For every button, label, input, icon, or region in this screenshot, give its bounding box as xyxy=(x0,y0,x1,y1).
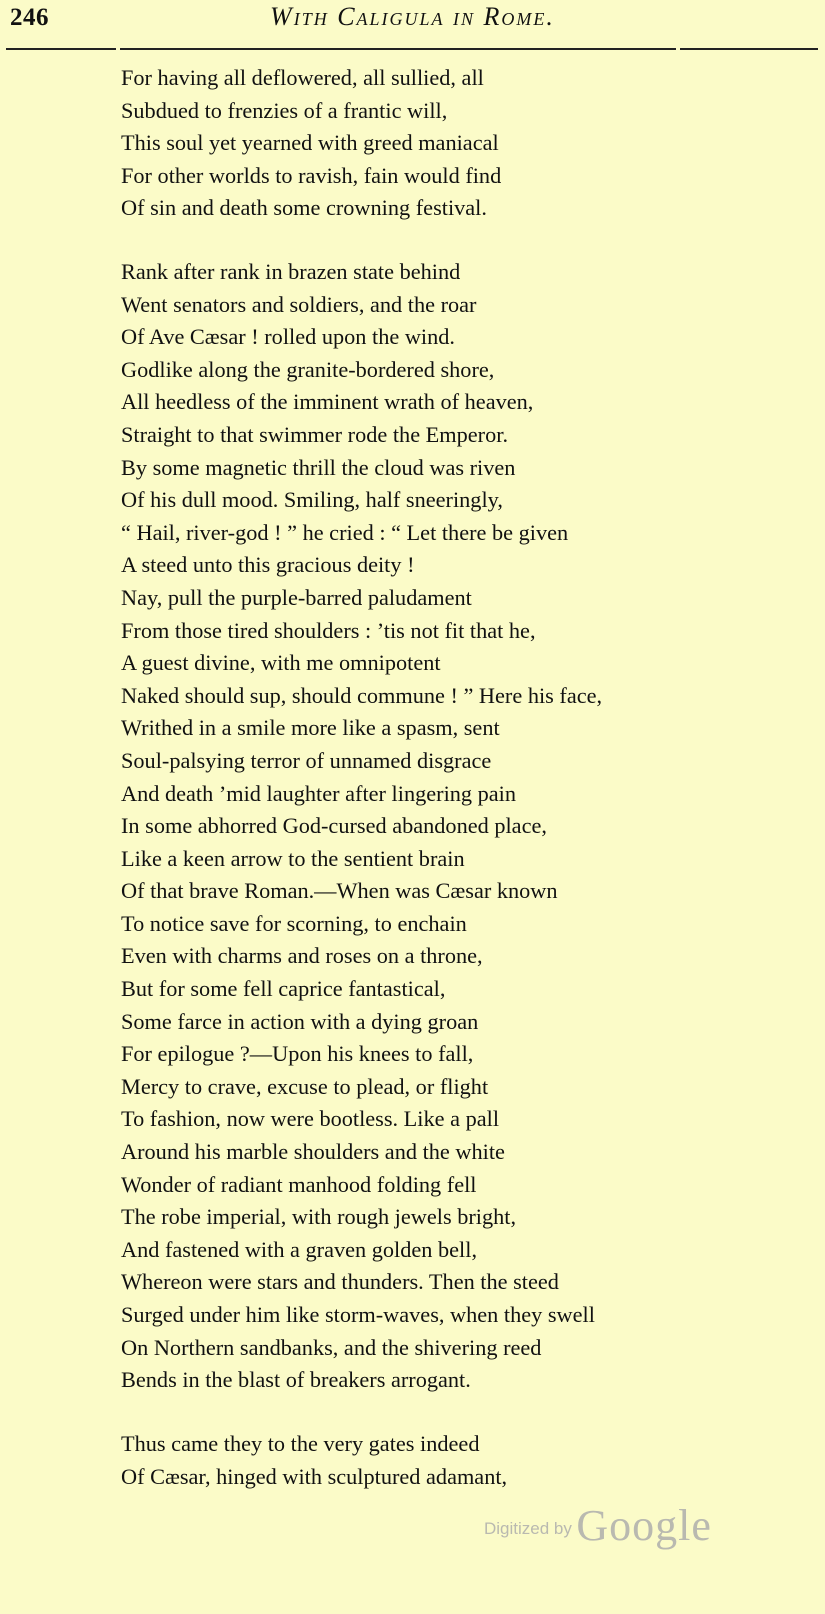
watermark-brand: Google xyxy=(576,1501,712,1550)
poem-line: Subdued to frenzies of a frantic will, xyxy=(121,97,448,123)
poem-line: But for some fell caprice fantastical, xyxy=(121,976,446,1002)
poem-line: Wonder of radiant manhood folding fell xyxy=(121,1171,477,1197)
poem-line: And fastened with a graven golden bell, xyxy=(121,1236,478,1262)
stanza-1 xyxy=(121,62,821,225)
poem-line: Straight to that swimmer rode the Emperor. xyxy=(121,421,509,447)
page-number: 246 xyxy=(10,4,49,31)
poem-line: Nay, pull the purple-barred paludament xyxy=(121,584,472,610)
poem-line: Of Ave Cæsar ! rolled upon the wind. xyxy=(121,324,455,350)
poem-line: Rank after rank in brazen state behind xyxy=(121,259,461,284)
poem-line: From those tired shoulders : ’tis not fit that he, xyxy=(121,617,536,643)
poem-line: Like a keen arrow to the sentient brain xyxy=(121,845,465,871)
poem-line: To fashion, now were bootless. Like a pall xyxy=(121,1106,500,1132)
header-rule-middle xyxy=(120,48,676,50)
header-rule-right xyxy=(680,48,818,50)
poem-line: Naked should sup, should commune ! ” Here his face, xyxy=(121,682,603,708)
poem-line: Of that brave Roman.—When was Cæsar known xyxy=(121,878,558,904)
poem-line: Of Cæsar, hinged with sculptured adamant, xyxy=(121,1463,508,1489)
poem-line: Mercy to crave, excuse to plead, or flight xyxy=(121,1073,489,1099)
poem-line: To notice save for scorning, to enchain xyxy=(121,910,467,936)
poem-line: Of sin and death some crowning festival. xyxy=(121,195,487,221)
poem-line: The robe imperial, with rough jewels bright, xyxy=(121,1204,517,1230)
poem-line: All heedless of the imminent wrath of heaven, xyxy=(121,389,534,415)
poem-line: Around his marble shoulders and the white xyxy=(121,1139,505,1165)
poem-line: Went senators and soldiers, and the roar xyxy=(121,291,477,317)
poem-line: Even with charms and roses on a throne, xyxy=(121,943,483,969)
poem-line: A steed unto this gracious deity ! xyxy=(121,552,415,578)
running-title: With Caligula in Rome. xyxy=(270,2,555,31)
poem-line: On Northern sandbanks, and the shivering reed xyxy=(121,1334,542,1360)
poem-line: A guest divine, with me omnipotent xyxy=(121,650,441,676)
watermark-prefix: Digitized by xyxy=(484,1519,572,1538)
poem-line: Of his dull mood. Smiling, half sneeringly, xyxy=(121,487,503,513)
poem-line: For other worlds to ravish, fain would find xyxy=(121,162,502,188)
stanza-2 xyxy=(121,256,821,1397)
poem-line: “ Hail, river-god ! ” he cried : “ Let there be given xyxy=(121,519,569,545)
digitized-watermark xyxy=(484,1500,712,1551)
poem-line: Writhed in a smile more like a spasm, sent xyxy=(121,715,500,741)
poem-line: Whereon were stars and thunders. Then the steed xyxy=(121,1269,559,1295)
poem-line: Godlike along the granite-bordered shore, xyxy=(121,356,495,382)
poem-line: For having all deflowered, all sullied, all xyxy=(121,65,484,90)
stanza-3 xyxy=(121,1428,821,1493)
poem-line: In some abhorred God-cursed abandoned place, xyxy=(121,813,547,839)
poem-line: Some farce in action with a dying groan xyxy=(121,1008,479,1034)
poem-line: For epilogue ?—Upon his knees to fall, xyxy=(121,1041,474,1067)
poem-line: Soul-palsying terror of unnamed disgrace xyxy=(121,747,492,773)
poem-line: This soul yet yearned with greed maniacal xyxy=(121,130,499,156)
header-rule-left xyxy=(6,48,116,50)
poem-line: Surged under him like storm-waves, when they swell xyxy=(121,1302,595,1327)
poem-line: By some magnetic thrill the cloud was riven xyxy=(121,454,516,480)
poem-line: Thus came they to the very gates indeed xyxy=(121,1431,480,1456)
poem-line: Bends in the blast of breakers arrogant. xyxy=(121,1367,471,1393)
poem-line: And death ’mid laughter after lingering pain xyxy=(121,780,517,806)
